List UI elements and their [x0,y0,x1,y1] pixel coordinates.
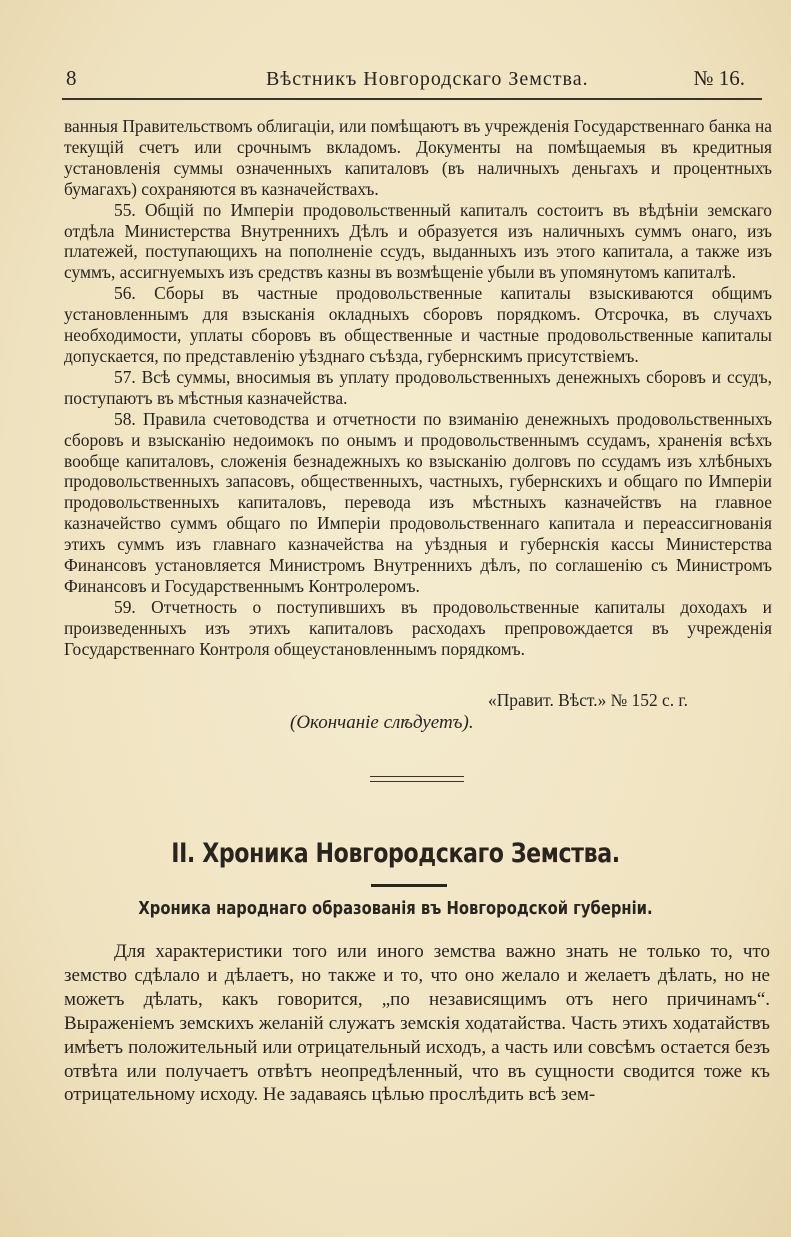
paragraph-58: 58. Правила счетоводства и отчетности по взиманію денежныхъ продовольственныхъ сборовъ и взысканію недоимокъ по онымъ и продовольственнымъ ссудамъ, храненія всѣхъ вообще капиталовъ, сложенія безнадежныхъ ко взысканію долговъ по ссудамъ изъ хлѣбныхъ продовольственныхъ запасовъ, общественныхъ, частныхъ, губернскихъ и общаго по Имперіи продовольственныхъ капиталовъ, перевода изъ мѣстныхъ казначействъ на главное казначейство суммъ общаго по Имперіи продовольственнаго капитала и переассигнованія этихъ суммъ изъ главнаго казначейства на уѣздныя и губернскія кассы Министерства Финансовъ установляется Министромъ Внутреннихъ дѣлъ, по соглашенію съ Министромъ Финансовъ и Государственнымъ Контролеромъ. [64,408,772,596]
header-rule [62,98,762,100]
journal-title: Вѣстникъ Новгородскаго Земства. [266,68,589,90]
section-title-rule [371,884,447,887]
section-subtitle: Хроника народнаго образованія въ Новгородской губерніи. [138,898,653,919]
section-paragraph: Для характеристики того или иного земства важно знать не только то, что земство сдѣлало и дѣлаетъ, но также и то, что оно желало и желаетъ дѣлать, но не можетъ дѣлать, какъ говорится, „по независящимъ отъ него причинамъ“. Выраженіемъ земскихъ желаній служатъ земскія ходатайства. Часть этихъ ходатайствъ имѣетъ положительный или отрицательный исходъ, а часть или совсѣмъ остается безъ отвѣта или получаетъ отвѣтъ неопредѣленный, что въ сущности сводится тоже къ отрицательному исходу. Не задаваясь цѣлью прослѣдить всѣ зем- [64,941,770,1106]
section-divider [370,776,464,782]
section-body [64,940,770,1107]
continued-note: (Окончаніе слѣдуетъ). [290,712,474,733]
section-title: II. Хроника Новгородскаго Земства. [171,838,620,869]
paragraph-continuation: ванныя Правительствомъ облигаціи, или помѣщаютъ въ учрежденія Государственнаго банка на текущій счетъ или срочнымъ вкладомъ. Документы на помѣщаемыя въ кредитныя установленія суммы означенныхъ капиталовъ (въ наличныхъ деньгахъ и процентныхъ бумагахъ) сохраняются въ казначействахъ. [64,116,772,199]
paragraph-55: 55. Общій по Имперіи продовольственный капиталъ состоитъ въ вѣдѣніи земскаго отдѣла Министерства Внутреннихъ Дѣлъ и образуется изъ наличныхъ суммъ онаго, изъ платежей, поступающихъ на пополненіе ссудъ, выданныхъ изъ этого капитала, а также изъ суммъ, ассигнуемыхъ изъ средствъ казны въ возмѣщеніе убыли въ упомянутомъ капиталѣ. [64,199,772,283]
source-citation: «Правит. Вѣст.» № 152 с. г. [488,690,688,710]
page-number: 8 [66,66,77,90]
paragraph-59: 59. Отчетность о поступившихъ въ продовольственные капиталы доходахъ и произведенныхъ изъ этихъ капиталовъ расходахъ препровождается въ учрежденія Государственнаго Контроля общеустановленнымъ порядкомъ. [64,596,772,659]
paragraph-57: 57. Всѣ суммы, вносимыя въ уплату продовольственныхъ денежныхъ сборовъ и ссудъ, поступаютъ въ мѣстныя казначейства. [64,366,772,408]
running-header [66,60,751,96]
issue-number: № 16. [693,66,745,90]
paragraph-56: 56. Сборы въ частные продовольственные капиталы взыскиваются общимъ установленнымъ для взысканія окладныхъ сборовъ порядкомъ. Отсрочка, въ случахъ необходимости, уплаты сборовъ въ общественные и частные продовольственные капиталы допускается, по представленію уѣзднаго съѣзда, губернскимъ присутствіемъ. [64,283,772,366]
article-body [64,116,772,660]
